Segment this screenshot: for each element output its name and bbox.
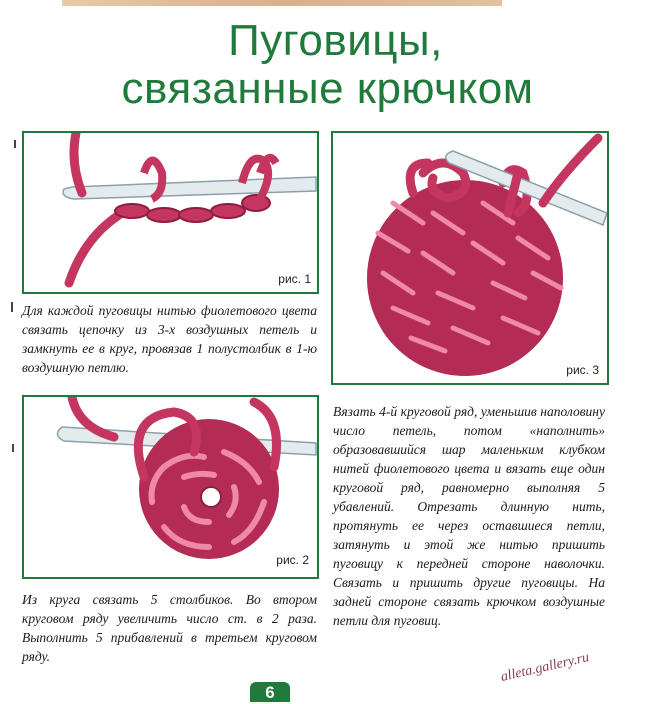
figure-3-illustration bbox=[333, 133, 607, 383]
watermark: alleta.gallery.ru bbox=[499, 650, 591, 685]
margin-mark bbox=[14, 140, 16, 148]
figure-3-panel bbox=[331, 131, 609, 385]
page-number-badge: 6 bbox=[250, 682, 290, 702]
figure-1-illustration bbox=[24, 133, 317, 292]
figure-2-panel bbox=[22, 395, 319, 579]
instruction-paragraph-1: Для каждой пуговицы нитью фиолетового цвета связать цепочку из 3-х воздушных петель и замкнуть ее в круг, провязав 1 полустолбик в 1-ю воздушную петлю. bbox=[22, 303, 317, 375]
figure-2-illustration bbox=[24, 397, 317, 577]
margin-mark bbox=[11, 302, 13, 312]
margin-mark bbox=[12, 444, 14, 452]
page-title-line2: связанные крючком bbox=[121, 64, 534, 113]
figure-1-panel bbox=[22, 131, 319, 294]
instruction-paragraph-2: Из круга связать 5 столбиков. Во втором круговом ряду увеличить число ст. в 2 раза. Выполнить 5 прибавлений в третьем круговом ряду. bbox=[22, 592, 317, 664]
figure-3-caption: рис. 3 bbox=[566, 363, 599, 377]
figure-1-caption: рис. 1 bbox=[278, 272, 311, 286]
figure-2-caption: рис. 2 bbox=[276, 553, 309, 567]
page-title-line1: Пуговицы, bbox=[228, 16, 443, 65]
top-decoration-strip bbox=[62, 0, 502, 6]
instruction-paragraph-3: Вязать 4-й круговой ряд, уменьшив наполовину число петель, потом «наполнить» образовавшийся шар маленьким клубком нитей фиолетового цвета и вязать еще один круговой ряд, равномерно выполняя 5 убавлений. Отрезать длинную нить, протянуть ее через оставшиеся петли, затянуть и этой же нитью пришить пуговицу к передней стороне наволочки. Связать и пришить другие пуговицы. На задней стороне связать крючком воздушные петли для пуговиц. bbox=[333, 404, 605, 628]
